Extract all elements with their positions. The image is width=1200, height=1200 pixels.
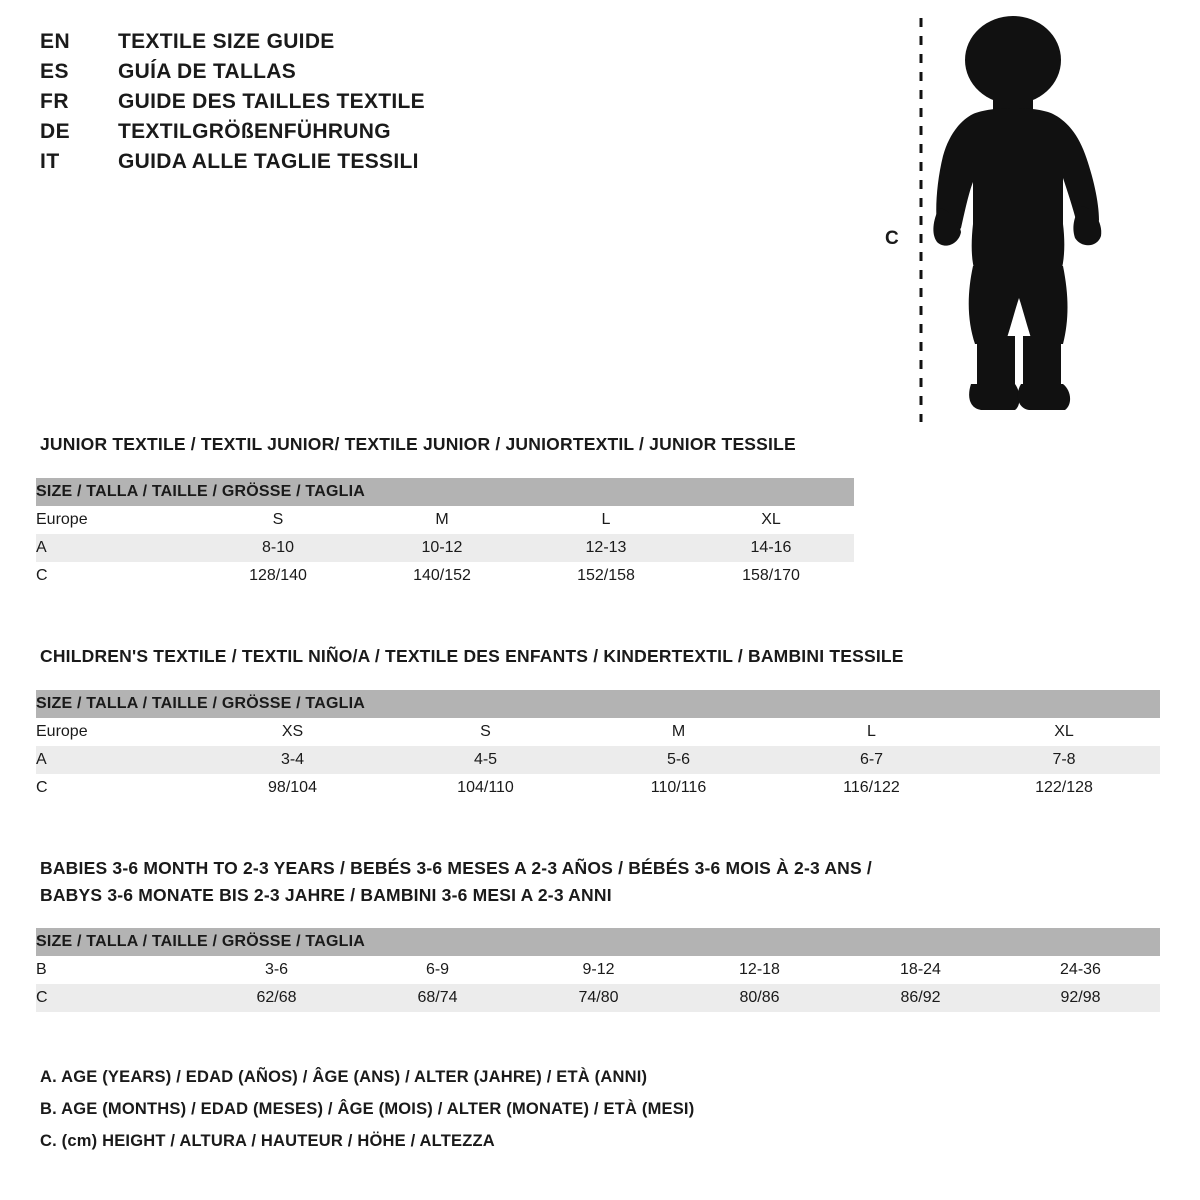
cell: 140/152 [360, 562, 524, 590]
cell: 152/158 [524, 562, 688, 590]
cell: S [389, 718, 582, 746]
cell: XL [688, 506, 854, 534]
row-label: C [36, 984, 196, 1012]
table-header-band [36, 478, 854, 506]
cell: 3-4 [196, 746, 389, 774]
row-label: B [36, 956, 196, 984]
table-row [36, 562, 854, 590]
cell: M [360, 506, 524, 534]
cell: 128/140 [196, 562, 360, 590]
language-row [40, 120, 680, 150]
table-children [36, 690, 1160, 802]
row-label: C [36, 774, 196, 802]
cell: 86/92 [840, 984, 1001, 1012]
table-header-band-label: SIZE / TALLA / TAILLE / GRÖSSE / TAGLIA [36, 478, 854, 506]
table-row [36, 534, 854, 562]
footnote-c: C. (cm) HEIGHT / ALTURA / HAUTEUR / HÖHE / ALTEZZA [40, 1132, 495, 1150]
child-silhouette-icon [885, 10, 1145, 430]
cell: 18-24 [840, 956, 1001, 984]
table-row [36, 718, 1160, 746]
cell: 6-7 [775, 746, 968, 774]
section-title-babies-line2: BABYS 3-6 MONATE BIS 2-3 JAHRE / BAMBINI 3-6 MESI A 2-3 ANNI [40, 885, 612, 905]
cell: M [582, 718, 775, 746]
language-row [40, 150, 680, 180]
table-header-band-label: SIZE / TALLA / TAILLE / GRÖSSE / TAGLIA [36, 928, 1160, 956]
cell: 12-18 [679, 956, 840, 984]
cell: S [196, 506, 360, 534]
row-label: Europe [36, 506, 196, 534]
cell: 6-9 [357, 956, 518, 984]
section-title-children: CHILDREN'S TEXTILE / TEXTIL NIÑO/A / TEXTILE DES ENFANTS / KINDERTEXTIL / BAMBINI TESSILE [40, 646, 904, 666]
table-header-band [36, 690, 1160, 718]
row-label: Europe [36, 718, 196, 746]
cell: 3-6 [196, 956, 357, 984]
language-title-fr: GUIDE DES TAILLES TEXTILE [118, 90, 425, 113]
footnote-b: B. AGE (MONTHS) / EDAD (MESES) / ÂGE (MOIS) / ALTER (MONATE) / ETÀ (MESI) [40, 1100, 695, 1118]
language-title-it: GUIDA ALLE TAGLIE TESSILI [118, 150, 419, 173]
cell: XL [968, 718, 1160, 746]
table-row [36, 984, 1160, 1012]
height-measure-label: C [885, 228, 899, 249]
language-header-list [40, 30, 680, 180]
table-babies [36, 928, 1160, 1012]
cell: 122/128 [968, 774, 1160, 802]
table-row [36, 506, 854, 534]
row-label: A [36, 746, 196, 774]
table-header-band-label: SIZE / TALLA / TAILLE / GRÖSSE / TAGLIA [36, 690, 1160, 718]
language-code-it: IT [40, 150, 60, 173]
cell: L [775, 718, 968, 746]
cell: 116/122 [775, 774, 968, 802]
language-title-en: TEXTILE SIZE GUIDE [118, 30, 335, 53]
language-code-fr: FR [40, 90, 69, 113]
section-title-babies-line1: BABIES 3-6 MONTH TO 2-3 YEARS / BEBÉS 3-6 MESES A 2-3 AÑOS / BÉBÉS 3-6 MOIS À 2-3 ANS / [40, 858, 872, 878]
cell: 98/104 [196, 774, 389, 802]
cell: L [524, 506, 688, 534]
footnotes [40, 1068, 694, 1164]
cell: 10-12 [360, 534, 524, 562]
table-row [36, 774, 1160, 802]
cell: 104/110 [389, 774, 582, 802]
cell: 80/86 [679, 984, 840, 1012]
row-label: C [36, 562, 196, 590]
table-row [36, 746, 1160, 774]
language-code-es: ES [40, 60, 70, 83]
language-code-de: DE [40, 120, 71, 143]
child-figure [885, 10, 1145, 430]
cell: 7-8 [968, 746, 1160, 774]
cell: 12-13 [524, 534, 688, 562]
language-code-en: EN [40, 30, 71, 53]
cell: 158/170 [688, 562, 854, 590]
cell: 14-16 [688, 534, 854, 562]
row-label: A [36, 534, 196, 562]
table-junior [36, 478, 854, 590]
cell: 74/80 [518, 984, 679, 1012]
cell: 8-10 [196, 534, 360, 562]
cell: 68/74 [357, 984, 518, 1012]
cell: 110/116 [582, 774, 775, 802]
section-title-babies [40, 858, 872, 906]
language-row [40, 90, 680, 120]
table-row [36, 956, 1160, 984]
cell: 62/68 [196, 984, 357, 1012]
language-row [40, 60, 680, 90]
language-row [40, 30, 680, 60]
cell: 24-36 [1001, 956, 1160, 984]
cell: 4-5 [389, 746, 582, 774]
cell: XS [196, 718, 389, 746]
cell: 92/98 [1001, 984, 1160, 1012]
table-header-band [36, 928, 1160, 956]
cell: 9-12 [518, 956, 679, 984]
language-title-de: TEXTILGRÖßENFÜHRUNG [118, 120, 391, 143]
cell: 5-6 [582, 746, 775, 774]
footnote-a: A. AGE (YEARS) / EDAD (AÑOS) / ÂGE (ANS) / ALTER (JAHRE) / ETÀ (ANNI) [40, 1068, 648, 1086]
section-title-junior: JUNIOR TEXTILE / TEXTIL JUNIOR/ TEXTILE JUNIOR / JUNIORTEXTIL / JUNIOR TESSILE [40, 434, 796, 454]
language-title-es: GUÍA DE TALLAS [118, 60, 297, 83]
